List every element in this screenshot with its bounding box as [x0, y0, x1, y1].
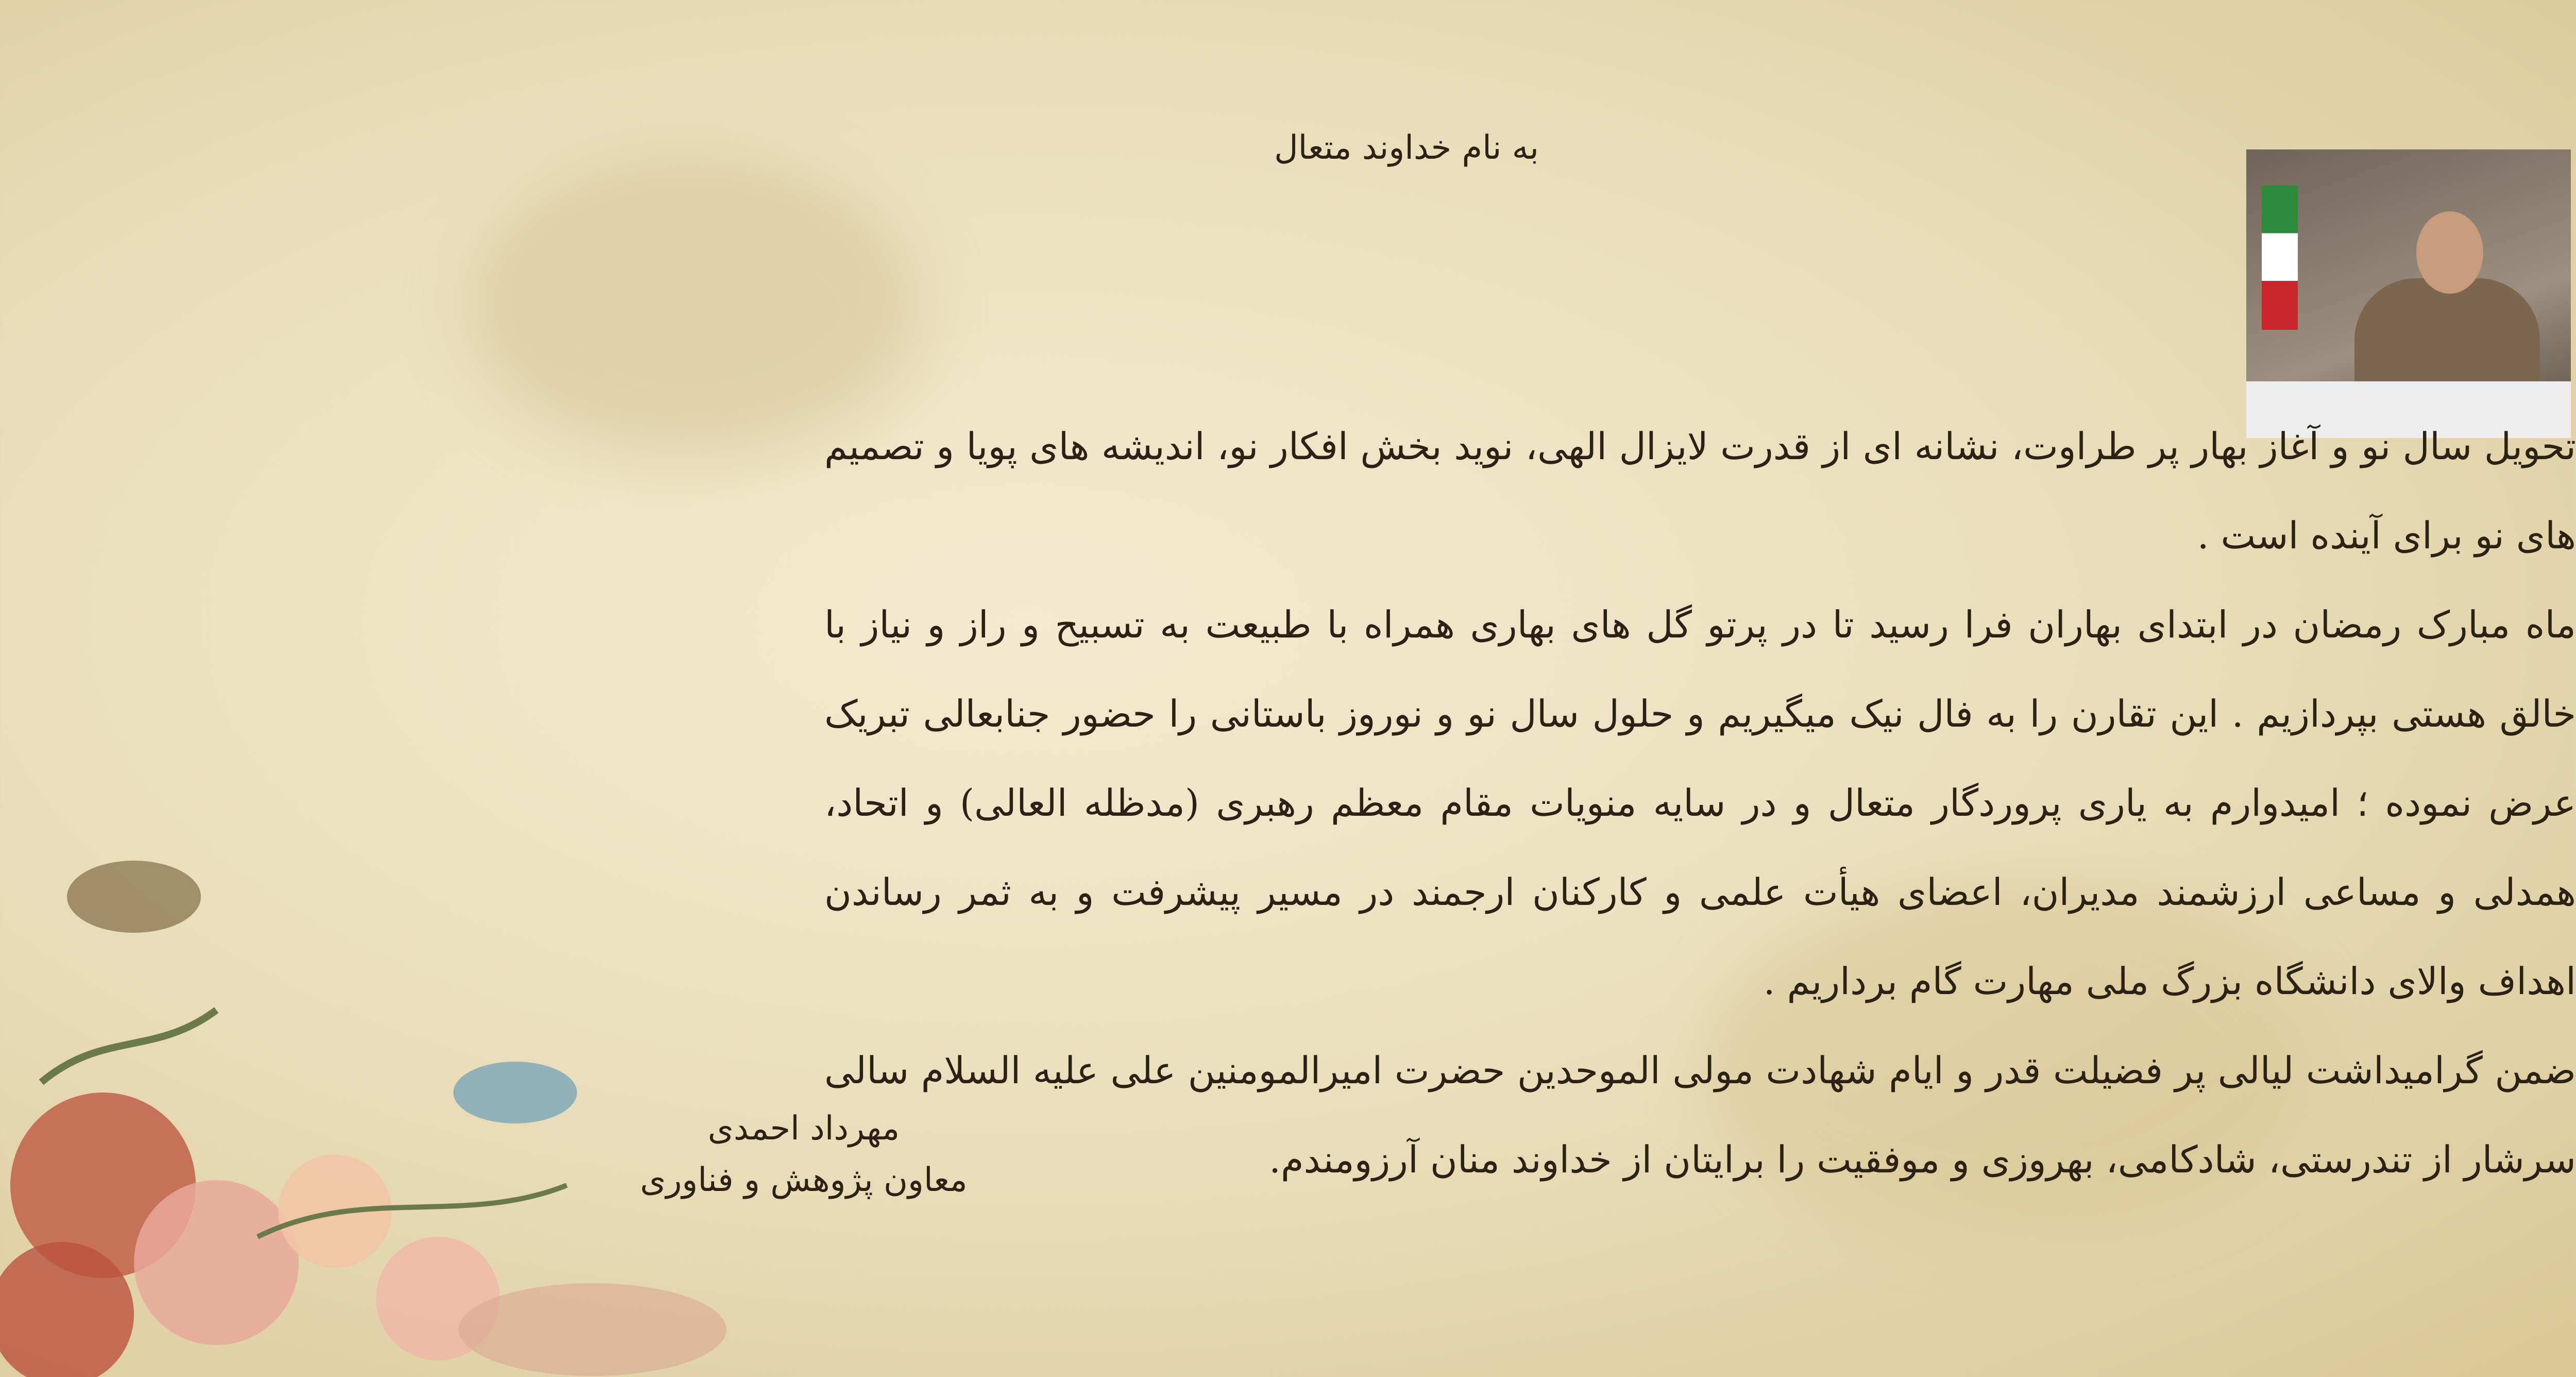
- signer-name: مهرداد احمدی: [707, 1110, 900, 1148]
- flag-icon: [2262, 186, 2298, 330]
- signer-role: معاون پژوهش و فناوری: [640, 1161, 968, 1199]
- page-title: به نام خداوند متعال: [1274, 129, 1539, 167]
- letter-paragraph: ضمن گرامیداشت لیالی پر فضیلت قدر و ایام شهادت مولی الموحدین حضرت امیرالمومنین علی علیه السلام سالی سرشار از تندرستی، شادکامی، بهروزی و موفقیت را برایتان از خداوند منان آرزومندم.: [824, 1049, 2576, 1181]
- letter-body: [824, 402, 2576, 1204]
- portrait-photo: [2246, 149, 2571, 438]
- letter-paragraph: تحویل سال نو و آغاز بهار پر طراوت، نشانه ای از قدرت لایزال الهی، نوید بخش افکار نو، اندیشه های پویا و تصمیم های نو برای آینده است .: [824, 425, 2576, 557]
- letter-paragraph: ماه مبارک رمضان در ابتدای بهاران فرا رسید تا در پرتو گل های بهاری همراه با طبیعت به تسبیح و راز و نیاز با خالق هستی بپردازیم . این تقارن را به فال نیک میگیریم و حلول سال نو و نوروز باستانی را حضور جنابعالی تبریک عرض نموده ؛ امیدوارم به یاری پروردگار متعال و در سایه منویات مقام معظم رهبری (مدظله العالی) و اتحاد، همدلی و مساعی ارزشمند مدیران، اعضای هیأت علمی و کارکنان ارجمند در مسیر پیشرفت و به ثمر رساندن اهداف والای دانشگاه بزرگ ملی مهارت گام برداریم .: [824, 603, 2576, 1003]
- flowers-left-illustration: [0, 721, 876, 1377]
- signature-block: [598, 1103, 1010, 1206]
